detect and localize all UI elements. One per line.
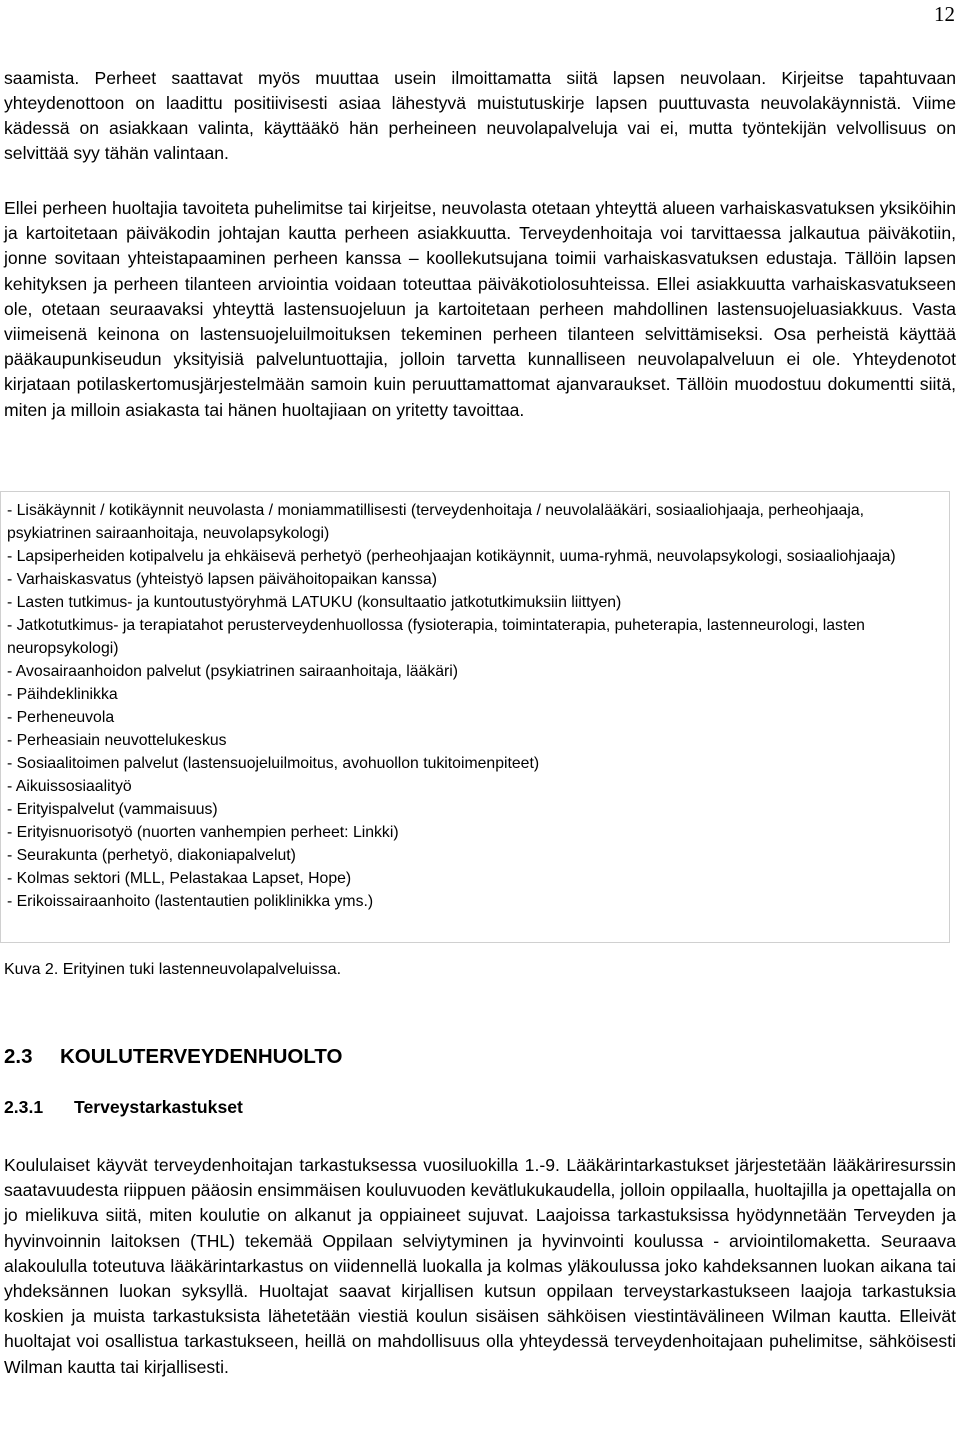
list-item: - Avosairaanhoidon palvelut (psykiatrinen sairaanhoitaja, lääkäri) [7, 663, 459, 680]
paragraph-intro: saamista. Perheet saattavat myös muuttaa usein ilmoittamatta siitä lapsen neuvolaan. Kirjeitse tapahtuvaan yhteydenottoon on laadittu positiivisesti asiaa lähestyvä muistutuskirje lapsen puuttuvasta neuvolakäynnistä. Viime kädessä on asiakkaan valinta, käyttääkö hän perheineen neuvolapalveluja vai ei, mutta työntekijän velvollisuus on selvittää syy tähän valintaan. [4, 68, 956, 163]
paragraph-health-checks: Koululaiset käyvät terveydenhoitajan tarkastuksessa vuosiluokilla 1.-9. Lääkärintarkastukset järjestetään lääkäriresurssin saatavuudesta riippuen pääosin ensimmäisen kouluvuoden kevätlukukaudella, jolloin oppilaalla, huoltajilla ja opettajalla on jo mielikuva siitä, miten koulutie on alkanut ja oppiaineet sujuvat. Laajoissa tarkastuksissa hyödynnetään Terveyden ja hyvinvoinnin laitoksen (THL) tekemää Oppilaan selviytyminen ja hyvinvointi koulussa - arviointilomaketta. Seuraava alakoululla toteutuva lääkärintarkastus on viidennellä luokalla ja kolmas yläkoulussa joko kahdeksannen luokan aikana tai yhdeksännen luokan syksyllä. Huoltajat saavat kirjallisen kutsun oppilaan terveystarkastukseen laajoja tarkastuksia koskien ja muista tarkastuksista lähetetään viestiä koulun sisäisen sähköisen viestintävälineen Wilman kautta. Elleivät huoltajat voi osallistua tarkastukseen, heillä on mahdollisuus olla yhteydessä terveydenhoitajaan puhelimitse, sähköisesti Wilman kautta tai kirjallisesti. [4, 1155, 956, 1377]
list-item: - Varhaiskasvatus (yhteistyö lapsen päivähoitopaikan kanssa) [7, 571, 437, 588]
list-item: - Jatkotutkimus- ja terapiatahot perusterveydenhuollossa (fysioterapia, toimintaterapia, puheterapia, lastenneurologi, lasten neuropsykologi) [7, 617, 865, 657]
list-item: - Sosiaalitoimen palvelut (lastensuojeluilmoitus, avohuollon tukitoimenpiteet) [7, 755, 540, 772]
list-item: - Erikoissairaanhoito (lastentautien poliklinikka yms.) [7, 893, 374, 910]
list-item: - Perheasiain neuvottelukeskus [7, 732, 227, 749]
list-item: - Perheneuvola [7, 709, 115, 726]
list-item: - Aikuissosiaalityö [7, 778, 132, 795]
list-item: - Lisäkäynnit / kotikäynnit neuvolasta / moniammatillisesti (terveydenhoitaja / neuvolalääkäri, sosiaaliohjaaja, perheohjaaja, psykiatrinen sairaanhoitaja, neuvolapsykologi) [7, 502, 865, 542]
list-item: - Seurakunta (perhetyö, diakoniapalvelut) [7, 847, 296, 864]
subsection-heading [4, 1095, 243, 1119]
subsection-title: Terveystarkastukset [74, 1097, 243, 1117]
list-item: - Erityisnuorisotyö (nuorten vanhempien perheet: Linkki) [7, 824, 399, 841]
subsection-number: 2.3.1 [4, 1097, 44, 1117]
page-number: 12 [934, 2, 955, 26]
list-item: - Päihdeklinikka [7, 686, 118, 703]
figure-caption: Kuva 2. Erityinen tuki lastenneuvolapalveluissa. [4, 961, 342, 978]
list-item: - Kolmas sektori (MLL, Pelastakaa Lapset, Hope) [7, 870, 352, 887]
section-number: 2.3 [4, 1045, 33, 1068]
list-item: - Lasten tutkimus- ja kuntoutustyöryhmä LATUKU (konsultaatio jatkotutkimuksiin liittyen) [7, 594, 622, 611]
paragraph-contact-process: Ellei perheen huoltajia tavoiteta puhelimitse tai kirjeitse, neuvolasta otetaan yhteyttä alueen varhaiskasvatuksen yksiköihin ja kartoitetaan päiväkodin johtajan kautta perheen asiakkuutta. Terveydenhoitaja voi tarvittaessa jalkautua päiväkotiin, jonne sovitaan yhteistapaaminen perheen kanssa – koollekutsujana toimii varhaiskasvatuksen edustaja. Tällöin lapsen kehityksen ja perheen tilanteen arviointia voidaan toteuttaa päiväkotiolosuhteissa. Ellei asiakkuutta varhaiskasvatukseen ole, otetaan seuraavaksi yhteyttä lastensuojeluun ja kartoitetaan perheen mahdollinen lastensuojeluasiakkuus. Vasta viimeisenä keinona on lastensuojeluilmoituksen tekeminen perheen tilanteen selvittämiseksi. Osa perheistä käyttää pääkaupunkiseudun yksityisiä palveluntuottajia, jolloin tarvetta kunnalliseen neuvolapalveluun ei ole. Yhteydenotot kirjataan potilaskertomusjärjestelmään samoin kuin peruuttamattomat ajanvaraukset. Tällöin muodostuu dokumentti siitä, miten ja milloin asiakasta tai hänen huoltajiaan on yritetty tavoittaa. [4, 198, 956, 420]
support-services-list [7, 499, 947, 913]
list-item: - Erityispalvelut (vammaisuus) [7, 801, 218, 818]
section-heading [4, 1043, 342, 1071]
section-title: KOULUTERVEYDENHUOLTO [60, 1045, 343, 1068]
list-item: - Lapsiperheiden kotipalvelu ja ehkäisevä perhetyö (perheohjaajan kotikäynnit, uuma-ryhmä, neuvolapsykologi, sosiaaliohjaaja) [7, 548, 896, 565]
